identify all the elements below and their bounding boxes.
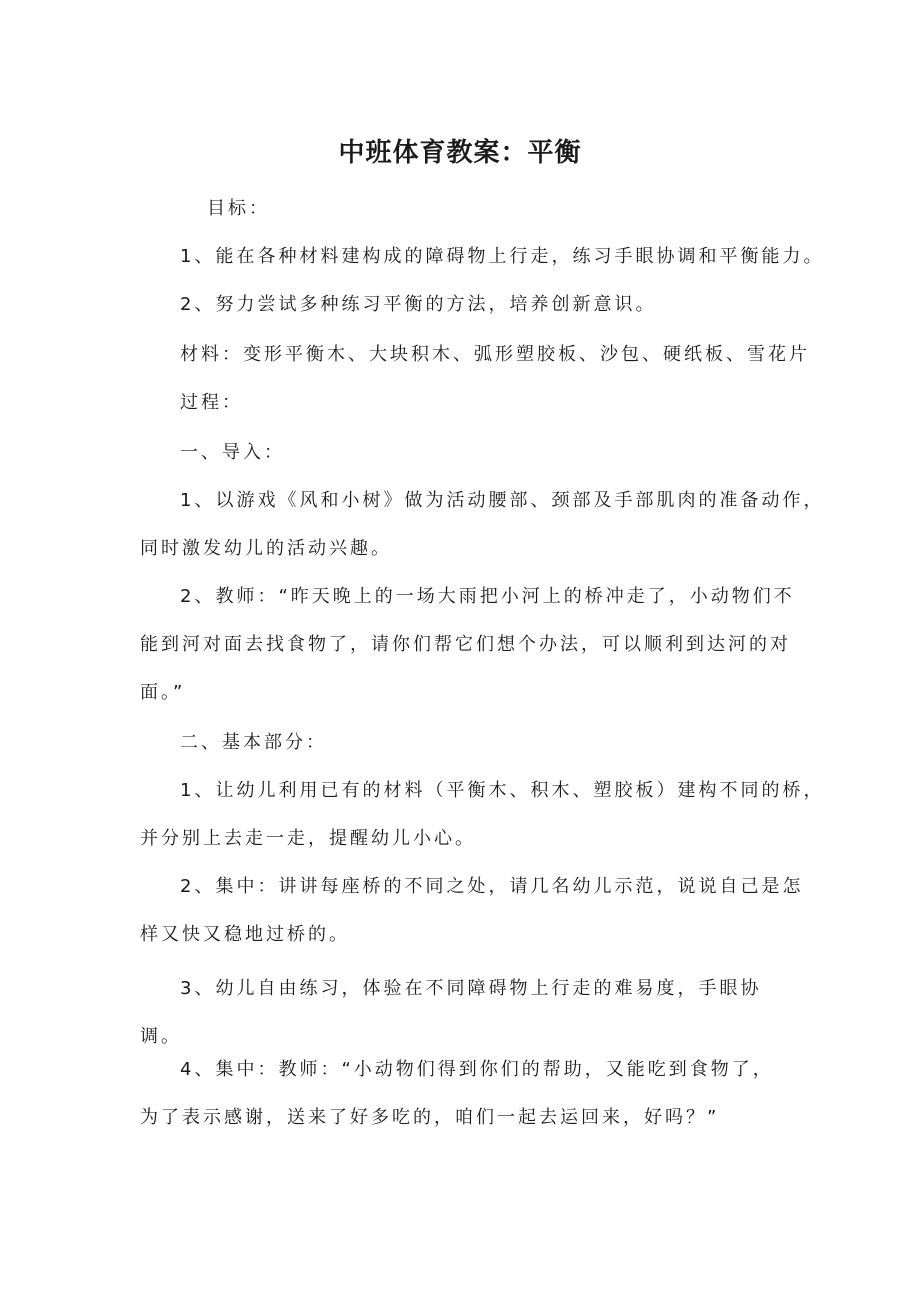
main-item-2-line-2: 样又快又稳地过桥的。 bbox=[140, 924, 350, 945]
intro-item-2-line-3: 面。” bbox=[140, 682, 186, 703]
section-main-heading: 二、基本部分： bbox=[180, 732, 327, 753]
intro-item-2-line-2: 能到河对面去找食物了，请你们帮它们想个办法，可以顺利到达河的对 bbox=[140, 634, 791, 655]
heading-goals: 目标： bbox=[207, 198, 270, 219]
materials-line: 材料：变形平衡木、大块积木、弧形塑胶板、沙包、硬纸板、雪花片 bbox=[180, 344, 810, 365]
heading-process: 过程： bbox=[180, 392, 243, 413]
main-item-1-line-2: 并分别上去走一走，提醒幼儿小心。 bbox=[140, 828, 476, 849]
main-item-3-line-1: 3、幼儿自由练习，体验在不同障碍物上行走的难易度，手眼协 bbox=[180, 978, 762, 999]
goal-item-2: 2、努力尝试多种练习平衡的方法，培养创新意识。 bbox=[180, 294, 657, 315]
intro-item-1-line-2: 同时激发幼儿的活动兴趣。 bbox=[140, 538, 392, 559]
main-item-4-line-2: 为了表示感谢，送来了好多吃的，咱们一起去运回来，好吗？” bbox=[140, 1107, 720, 1128]
section-intro-heading: 一、导入： bbox=[180, 442, 285, 463]
main-item-1-line-1: 1、让幼儿利用已有的材料（平衡木、积木、塑胶板）建构不同的桥， bbox=[180, 780, 825, 801]
intro-item-1-line-1: 1、以游戏《风和小树》做为活动腰部、颈部及手部肌肉的准备动作， bbox=[180, 490, 825, 511]
intro-item-2-line-1: 2、教师：“昨天晚上的一场大雨把小河上的桥冲走了，小动物们不 bbox=[180, 586, 795, 607]
main-item-2-line-1: 2、集中：讲讲每座桥的不同之处，请几名幼儿示范，说说自己是怎 bbox=[180, 876, 804, 897]
main-item-3-line-2: 调。 bbox=[140, 1026, 182, 1047]
main-item-4-line-1: 4、集中：教师：“小动物们得到你们的帮助，又能吃到食物了， bbox=[180, 1059, 774, 1080]
document-title: 中班体育教案：平衡 bbox=[338, 138, 582, 168]
goal-item-1: 1、能在各种材料建构成的障碍物上行走，练习手眼协调和平衡能力。 bbox=[180, 246, 825, 267]
